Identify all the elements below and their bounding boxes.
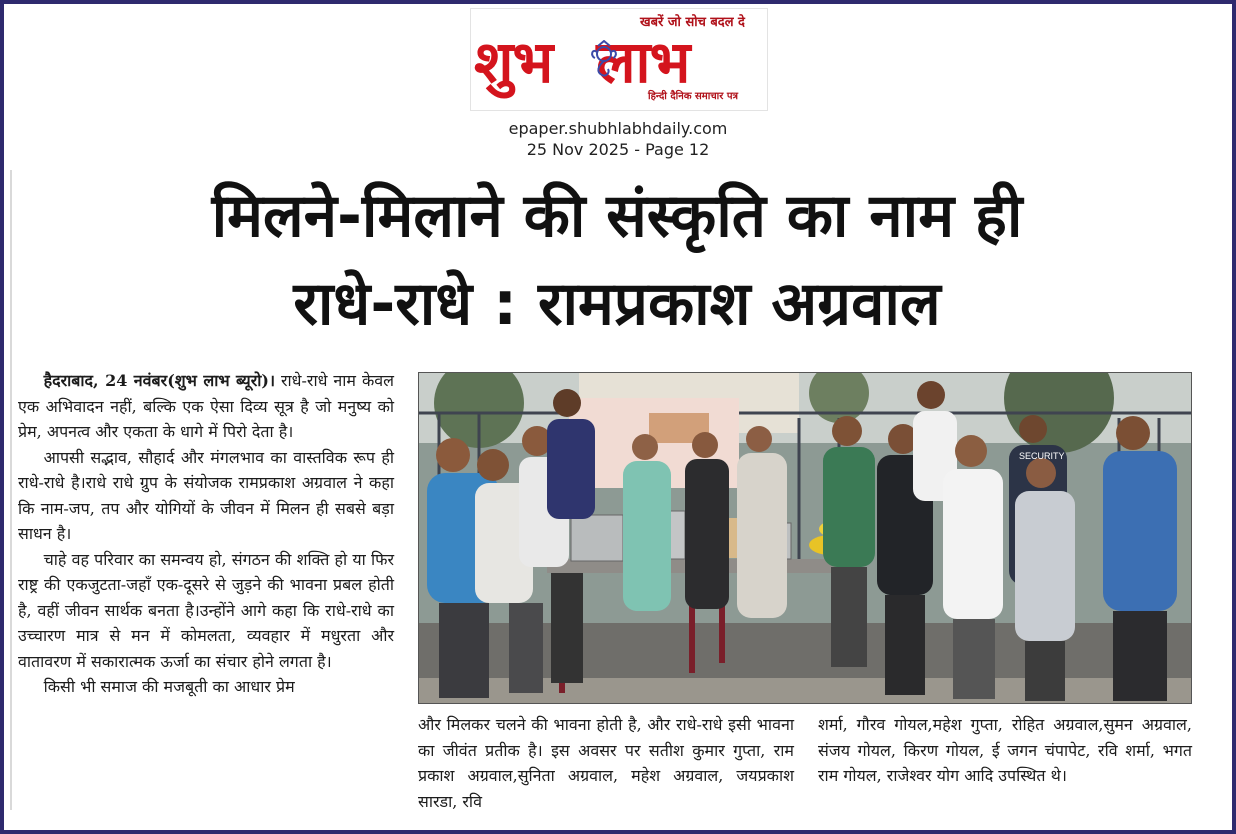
article-column-3 <box>818 712 1192 789</box>
site-url[interactable]: epaper.shubhlabhdaily.com <box>508 119 728 138</box>
masthead-title-left: शुभ <box>474 28 553 96</box>
article-headline <box>14 172 1220 348</box>
ganesha-emblem-icon <box>584 40 624 80</box>
article-paragraph-1 <box>18 368 394 445</box>
group-photo-icon <box>419 373 1192 704</box>
article-dateline: हैदराबाद, 24 नवंबर(शुभ लाभ ब्यूरो)। <box>43 371 276 390</box>
security-badge: SECURITY <box>1019 451 1065 461</box>
headline-line-2: राधे-राधे : रामप्रकाश अग्रवाल <box>293 269 941 339</box>
masthead-tagline: खबरें जो सोच बदल दे <box>640 15 745 30</box>
masthead-subtitle: हिन्दी दैनिक समाचार पत्र <box>648 91 739 102</box>
article-paragraph-1-text: राधे-राधे नाम केवल एक अभिवादन नहीं, बल्कि एक ऐसा दिव्य सूत्र है जो मनुष्य को प्रेम, अपनत्व और एकता के धागे में पिरो देता है। <box>18 371 394 441</box>
article-paragraph-3: चाहे वह परिवार का समन्वय हो, संगठन की शक्ति हो या फिर राष्ट्र की एकजुटता-जहाँ एक-दूसरे से जुड़ने की भावना प्रबल होती है, वहीं जीवन सार्थक बनता है।उन्होंने आगे कहा कि राधे-राधे का उच्चारण मात्र से मन में कोमलता, व्यवहार में मधुरता और वातावरण में सकारात्मक ऊर्जा का संचार होने लगता है। <box>18 549 394 671</box>
article-column-3-text: शर्मा, गौरव गोयल,महेश गुप्ता, रोहित अग्रवाल,सुमन अग्रवाल, संजय गोयल, किरण गोयल, ई जगन चंपापेट, रवि शर्मा, भगत राम गोयल, राजेश्वर योग आदि उपस्थित थे। <box>818 715 1192 785</box>
article-column-2-text: और मिलकर चलने की भावना होती है, और राधे-राधे इसी भावना का जीवंत प्रतीक है। इस अवसर पर सतीश कुमार गुप्ता, राम प्रकाश अग्रवाल,सुनिता अग्रवाल, महेश अग्रवाल, जयप्रकाश सारडा, रवि <box>418 715 794 811</box>
edition-date: 25 Nov 2025 - Page 12 <box>526 140 710 159</box>
article-paragraph-4: किसी भी समाज की मजबूती का आधार प्रेम <box>43 677 295 696</box>
masthead-title-right: लाभ <box>596 28 690 96</box>
article-paragraph-2: आपसी सद्भाव, सौहार्द और मंगलभाव का वास्तविक रूप ही राधे-राधे है।राधे राधे ग्रुप के संयोजक रामप्रकाश अग्रवाल ने कहा कि नाम-जप, तप और योगियों के जीवन में मिलन ही सबसे बड़ा साधन है। <box>18 447 394 543</box>
article-photo <box>418 372 1192 704</box>
edition-info <box>468 118 768 160</box>
headline-line-1: मिलने-मिलाने की संस्कृति का नाम ही <box>211 181 1023 251</box>
article-column-1 <box>18 368 394 700</box>
article-column-2 <box>418 712 794 814</box>
column-rule <box>10 170 12 810</box>
